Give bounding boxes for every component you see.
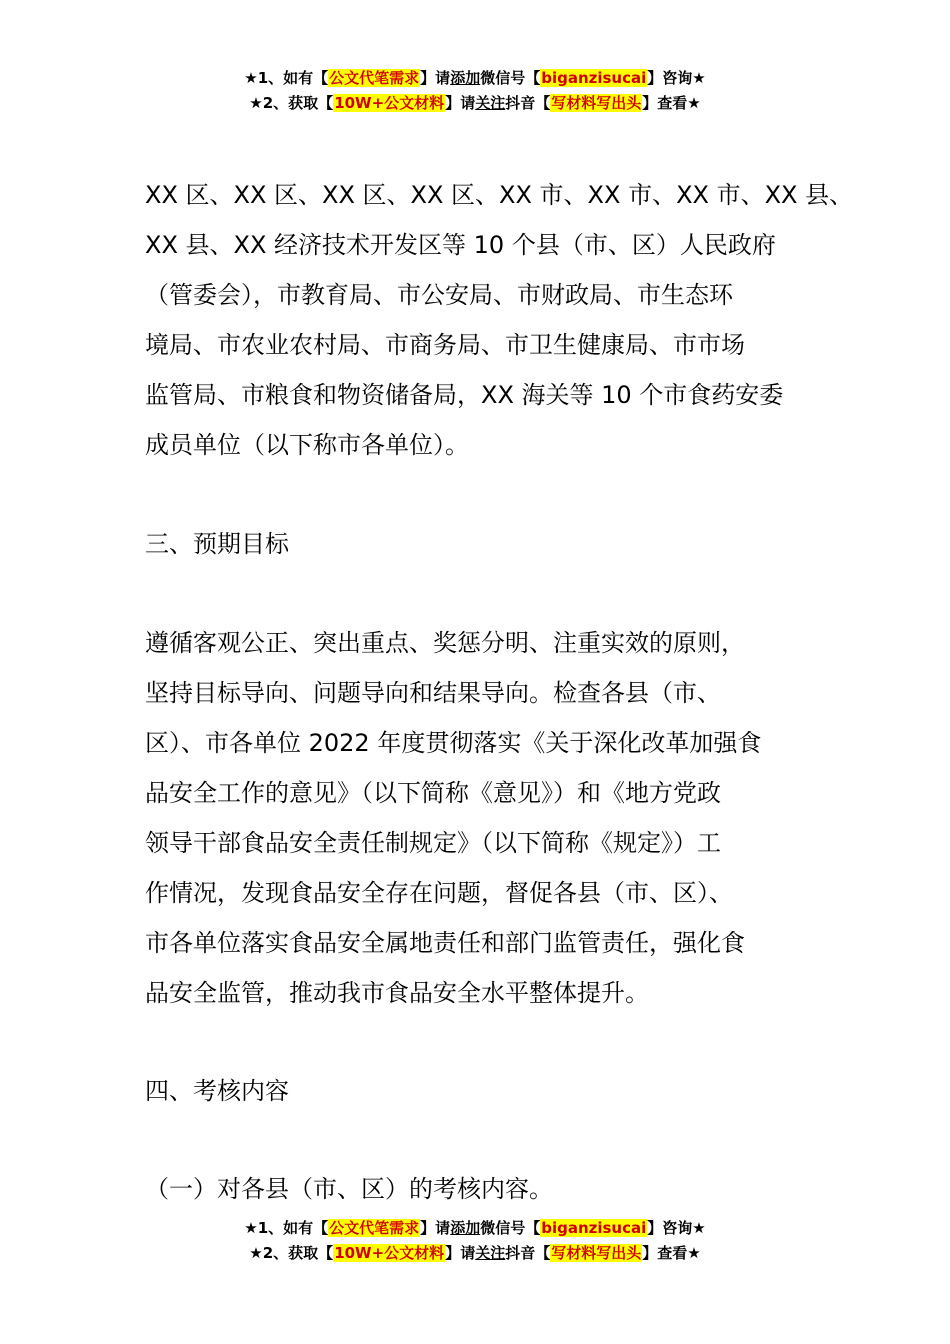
- banner-line-1: ★1、如有【公文代笔需求】请添加微信号【biganzisucai】咨询★: [244, 1219, 706, 1237]
- section-heading-3: 三、预期目标: [145, 530, 289, 558]
- footer-banner: [0, 1216, 950, 1266]
- highlight-douyin: 写材料写出头: [551, 1244, 642, 1262]
- highlight-service: 公文代笔需求: [329, 1219, 420, 1237]
- highlight-materials: 10W+公文材料: [334, 94, 445, 112]
- banner-line-2: ★2、获取【10W+公文材料】请关注抖音【写材料写出头】查看★: [249, 94, 701, 112]
- subsection-heading-1: （一）对各县（市、区）的考核内容。: [145, 1175, 553, 1203]
- paragraph-goals: 遵循客观公正、突出重点、奖惩分明、注重实效的原则， 坚持目标导向、问题导向和结果导向。检查各县（市、 区）、市各单位 2022 年度贯彻落实《关于深化改革加强食 品安全工作的意见》（以下简称《意见》）和《地方党政 领导干部食品安全责任制规定》（以下简称《规定》）工 作情况，发现食品安全存在问题，督促各县（市、区）、 市各单位落实食品安全属地责任和部门监管责任，强化食 品安全监管，推动我市食品安全水平整体提升。: [145, 629, 762, 1007]
- banner-line-2: ★2、获取【10W+公文材料】请关注抖音【写材料写出头】查看★: [249, 1244, 701, 1262]
- highlight-wechat-id: biganzisucai: [541, 1219, 647, 1237]
- banner-line-1: ★1、如有【公文代笔需求】请添加微信号【biganzisucai】咨询★: [244, 69, 706, 87]
- highlight-wechat-id: biganzisucai: [541, 69, 647, 87]
- highlight-materials: 10W+公文材料: [334, 1244, 445, 1262]
- section-heading-4: 四、考核内容: [145, 1077, 289, 1105]
- paragraph-scope: XX 区、XX 区、XX 区、XX 区、XX 市、XX 市、XX 市、XX 县、 XX 县、XX 经济技术开发区等 10 个县（市、区）人民政府 （管委会），市教育局、市公安局、市财政局、市生态环 境局、市农业农村局、市商务局、市卫生健康局、市市场 监管局、市粮食和物资储备局，XX 海关等 10 个市食药安委 成员单位（以下称市各单位）。: [145, 181, 854, 459]
- header-banner: [0, 66, 950, 116]
- highlight-service: 公文代笔需求: [329, 69, 420, 87]
- highlight-douyin: 写材料写出头: [551, 94, 642, 112]
